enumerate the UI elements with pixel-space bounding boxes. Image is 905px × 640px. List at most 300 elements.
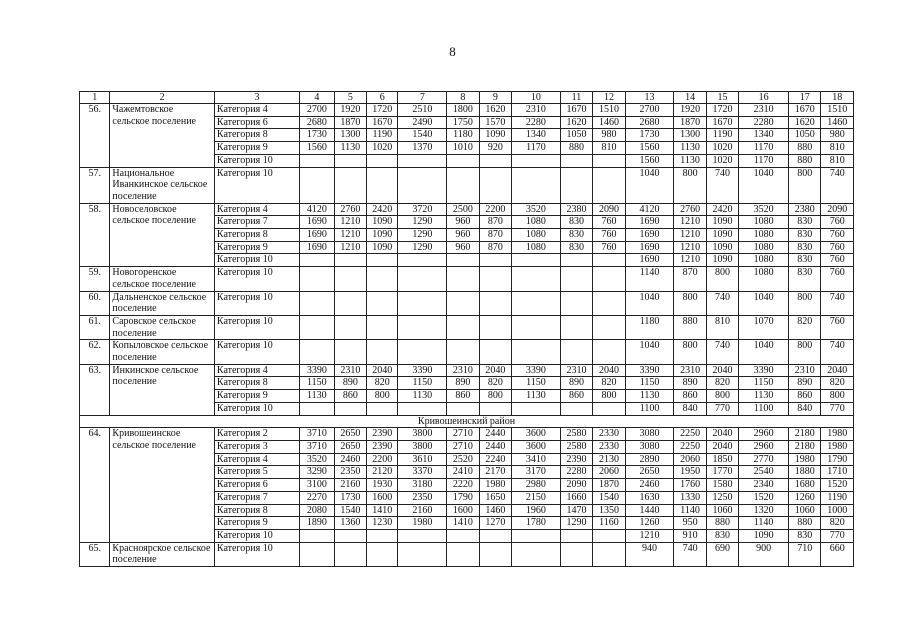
value-cell [398, 167, 447, 203]
column-header: 7 [398, 92, 447, 104]
value-cell: 3080 [625, 440, 674, 453]
value-cell: 800 [788, 167, 820, 203]
entry-number: 59. [80, 267, 110, 291]
value-cell: 2310 [560, 364, 592, 377]
value-cell: 1090 [367, 216, 398, 229]
value-cell [512, 291, 561, 315]
column-header: 15 [706, 92, 738, 104]
value-cell: 880 [788, 517, 820, 530]
value-cell [593, 315, 625, 339]
value-cell: 760 [821, 216, 854, 229]
value-cell: 740 [706, 167, 738, 203]
value-cell: 1980 [821, 440, 854, 453]
value-cell: 1690 [300, 216, 334, 229]
column-header: 3 [214, 92, 299, 104]
value-cell: 3390 [625, 364, 674, 377]
value-cell: 1290 [398, 229, 447, 242]
settlement-name: Кривошеинское сельское поселение [110, 428, 214, 542]
value-cell: 1040 [625, 291, 674, 315]
value-cell: 2520 [447, 453, 479, 466]
value-cell: 2040 [706, 428, 738, 441]
value-cell: 1130 [334, 142, 366, 155]
value-cell: 2080 [300, 504, 334, 517]
value-cell: 1130 [300, 390, 334, 403]
value-cell [479, 154, 511, 167]
value-cell: 860 [674, 390, 706, 403]
column-header: 10 [512, 92, 561, 104]
value-cell: 2060 [674, 453, 706, 466]
value-cell: 1620 [479, 104, 511, 117]
value-cell: 940 [625, 542, 674, 566]
value-cell: 1950 [674, 466, 706, 479]
value-cell: 2200 [479, 203, 511, 216]
value-cell: 1960 [512, 504, 561, 517]
category-cell: Категория 2 [214, 428, 299, 441]
value-cell: 830 [788, 229, 820, 242]
column-header: 12 [593, 92, 625, 104]
value-cell [300, 529, 334, 542]
value-cell: 760 [593, 216, 625, 229]
table-row [80, 364, 854, 377]
value-cell: 1660 [560, 491, 592, 504]
value-cell: 800 [706, 390, 738, 403]
value-cell: 1150 [512, 377, 561, 390]
value-cell: 800 [367, 390, 398, 403]
value-cell: 2240 [479, 453, 511, 466]
region-row [80, 415, 854, 428]
value-cell [479, 267, 511, 291]
value-cell: 1540 [593, 491, 625, 504]
value-cell: 2410 [447, 466, 479, 479]
value-cell: 2890 [625, 453, 674, 466]
settlement-name: Новогоренское сельское поселение [110, 267, 214, 291]
category-cell: Категория 9 [214, 142, 299, 155]
value-cell: 1010 [447, 142, 479, 155]
table-row [80, 267, 854, 291]
value-cell: 1230 [367, 517, 398, 530]
value-cell: 1130 [512, 390, 561, 403]
value-cell: 2980 [512, 479, 561, 492]
value-cell: 1360 [334, 517, 366, 530]
value-cell: 2500 [447, 203, 479, 216]
value-cell: 1090 [706, 229, 738, 242]
value-cell: 1520 [821, 479, 854, 492]
value-cell: 2090 [593, 203, 625, 216]
value-cell: 830 [788, 241, 820, 254]
value-cell: 1140 [739, 517, 789, 530]
value-cell: 2160 [334, 479, 366, 492]
value-cell: 1460 [821, 116, 854, 129]
value-cell: 1080 [512, 216, 561, 229]
entry-number: 62. [80, 340, 110, 364]
value-cell: 2490 [398, 116, 447, 129]
value-cell: 2700 [300, 104, 334, 117]
value-cell: 770 [821, 402, 854, 415]
value-cell: 810 [706, 315, 738, 339]
value-cell: 3410 [512, 453, 561, 466]
value-cell: 1080 [739, 241, 789, 254]
value-cell: 690 [706, 542, 738, 566]
value-cell: 2250 [674, 428, 706, 441]
table-row [80, 315, 854, 339]
column-header: 16 [739, 92, 789, 104]
value-cell: 1730 [300, 129, 334, 142]
value-cell: 2770 [739, 453, 789, 466]
value-cell: 1370 [398, 142, 447, 155]
value-cell: 1980 [479, 479, 511, 492]
value-cell: 1890 [300, 517, 334, 530]
value-cell: 1080 [512, 229, 561, 242]
entry-number: 65. [80, 542, 110, 566]
value-cell: 1130 [625, 390, 674, 403]
value-cell: 1600 [367, 491, 398, 504]
value-cell [593, 402, 625, 415]
value-cell: 1250 [706, 491, 738, 504]
value-cell: 2650 [334, 440, 366, 453]
value-cell: 1510 [821, 104, 854, 117]
value-cell: 3390 [739, 364, 789, 377]
value-cell [593, 167, 625, 203]
value-cell: 1040 [625, 340, 674, 364]
value-cell [560, 291, 592, 315]
value-cell: 2580 [560, 440, 592, 453]
entry-number: 60. [80, 291, 110, 315]
value-cell: 800 [706, 267, 738, 291]
value-cell: 1020 [706, 154, 738, 167]
value-cell: 1850 [706, 453, 738, 466]
column-header: 8 [447, 92, 479, 104]
value-cell: 3600 [512, 440, 561, 453]
value-cell: 2960 [739, 440, 789, 453]
value-cell: 1620 [788, 116, 820, 129]
value-cell [300, 340, 334, 364]
value-cell: 1560 [625, 154, 674, 167]
entry-number: 63. [80, 364, 110, 415]
value-cell: 1540 [334, 504, 366, 517]
value-cell [593, 529, 625, 542]
value-cell: 820 [593, 377, 625, 390]
value-cell: 1320 [739, 504, 789, 517]
category-cell: Категория 6 [214, 479, 299, 492]
table-body [80, 92, 854, 567]
value-cell: 800 [674, 340, 706, 364]
value-cell: 830 [788, 529, 820, 542]
entry-number: 57. [80, 167, 110, 203]
value-cell: 3170 [512, 466, 561, 479]
value-cell: 1410 [367, 504, 398, 517]
value-cell: 760 [593, 229, 625, 242]
table-row [80, 104, 854, 117]
region-title: Кривошеинский район [80, 415, 854, 428]
value-cell: 2310 [447, 364, 479, 377]
value-cell: 740 [821, 291, 854, 315]
value-cell: 2330 [593, 428, 625, 441]
value-cell: 960 [447, 229, 479, 242]
value-cell [447, 291, 479, 315]
value-cell: 1870 [674, 116, 706, 129]
value-cell: 2440 [479, 440, 511, 453]
value-cell: 2710 [447, 428, 479, 441]
value-cell: 870 [479, 241, 511, 254]
category-cell: Категория 8 [214, 129, 299, 142]
value-cell: 2310 [788, 364, 820, 377]
value-cell: 1670 [788, 104, 820, 117]
value-cell: 1040 [739, 167, 789, 203]
value-cell: 2280 [512, 116, 561, 129]
value-cell: 1130 [674, 142, 706, 155]
value-cell: 2460 [625, 479, 674, 492]
value-cell: 1670 [706, 116, 738, 129]
value-cell: 830 [560, 241, 592, 254]
value-cell: 830 [788, 216, 820, 229]
value-cell [367, 167, 398, 203]
value-cell: 1980 [788, 453, 820, 466]
value-cell: 1150 [300, 377, 334, 390]
value-cell: 2220 [447, 479, 479, 492]
value-cell: 2130 [593, 453, 625, 466]
value-cell: 3100 [300, 479, 334, 492]
value-cell [560, 529, 592, 542]
category-cell: Категория 4 [214, 364, 299, 377]
column-header: 1 [80, 92, 110, 104]
value-cell [334, 529, 366, 542]
value-cell: 2160 [398, 504, 447, 517]
value-cell: 1090 [367, 241, 398, 254]
value-cell: 950 [674, 517, 706, 530]
value-cell: 1080 [739, 267, 789, 291]
value-cell: 1410 [447, 517, 479, 530]
value-cell: 2650 [334, 428, 366, 441]
category-cell: Категория 4 [214, 453, 299, 466]
value-cell: 740 [821, 340, 854, 364]
value-cell: 3720 [398, 203, 447, 216]
value-cell: 1650 [479, 491, 511, 504]
value-cell: 710 [788, 542, 820, 566]
value-cell: 3600 [512, 428, 561, 441]
value-cell: 880 [560, 142, 592, 155]
value-cell: 1090 [706, 216, 738, 229]
value-cell: 1630 [625, 491, 674, 504]
settlement-name: Национальное Иванкинское сельское поселение [110, 167, 214, 203]
value-cell: 2280 [739, 116, 789, 129]
category-cell: Категория 10 [214, 402, 299, 415]
value-cell: 1580 [706, 479, 738, 492]
category-cell: Категория 7 [214, 491, 299, 504]
value-cell: 920 [479, 142, 511, 155]
value-cell: 800 [821, 390, 854, 403]
category-cell: Категория 8 [214, 229, 299, 242]
value-cell: 1210 [674, 254, 706, 267]
value-cell: 1040 [739, 340, 789, 364]
value-cell: 2040 [479, 364, 511, 377]
value-cell [367, 340, 398, 364]
value-cell: 1090 [706, 254, 738, 267]
value-cell: 1140 [625, 267, 674, 291]
value-cell [560, 254, 592, 267]
value-cell: 830 [560, 229, 592, 242]
value-cell: 890 [560, 377, 592, 390]
value-cell [300, 542, 334, 566]
value-cell: 2460 [334, 453, 366, 466]
value-cell: 2090 [560, 479, 592, 492]
value-cell: 1060 [788, 504, 820, 517]
category-cell: Категория 10 [214, 542, 299, 566]
category-cell: Категория 8 [214, 377, 299, 390]
value-cell [300, 315, 334, 339]
value-cell: 1180 [447, 129, 479, 142]
value-cell: 760 [821, 267, 854, 291]
value-cell [560, 154, 592, 167]
category-cell: Категория 4 [214, 104, 299, 117]
value-cell: 2390 [560, 453, 592, 466]
value-cell [334, 291, 366, 315]
value-cell: 1560 [300, 142, 334, 155]
category-cell: Категория 3 [214, 440, 299, 453]
value-cell: 1000 [821, 504, 854, 517]
value-cell: 1720 [367, 104, 398, 117]
settlement-name: Чажемтовское сельское поселение [110, 104, 214, 168]
value-cell: 890 [334, 377, 366, 390]
value-cell: 2040 [367, 364, 398, 377]
value-cell: 890 [674, 377, 706, 390]
value-cell: 1150 [739, 377, 789, 390]
value-cell: 1150 [625, 377, 674, 390]
value-cell [398, 254, 447, 267]
value-cell [512, 167, 561, 203]
value-cell: 1190 [367, 129, 398, 142]
value-cell: 2760 [334, 203, 366, 216]
value-cell: 1920 [674, 104, 706, 117]
value-cell: 1290 [398, 241, 447, 254]
value-cell [398, 402, 447, 415]
value-cell [398, 529, 447, 542]
value-cell: 1090 [706, 241, 738, 254]
entry-number: 64. [80, 428, 110, 542]
value-cell [334, 254, 366, 267]
value-cell: 1070 [739, 315, 789, 339]
table-row [80, 542, 854, 566]
value-cell: 1130 [398, 390, 447, 403]
value-cell [479, 254, 511, 267]
value-cell: 1790 [447, 491, 479, 504]
value-cell: 2180 [788, 440, 820, 453]
value-cell: 4120 [625, 203, 674, 216]
value-cell [479, 529, 511, 542]
value-cell [367, 542, 398, 566]
value-cell: 1710 [821, 466, 854, 479]
value-cell: 740 [674, 542, 706, 566]
value-cell: 2350 [398, 491, 447, 504]
value-cell [334, 542, 366, 566]
value-cell [367, 154, 398, 167]
value-cell: 2440 [479, 428, 511, 441]
value-cell: 1080 [739, 254, 789, 267]
value-cell: 1050 [560, 129, 592, 142]
value-cell: 760 [821, 315, 854, 339]
value-cell: 3800 [398, 440, 447, 453]
settlement-name: Копыловское сельское поселение [110, 340, 214, 364]
value-cell: 870 [479, 229, 511, 242]
value-cell: 870 [674, 267, 706, 291]
value-cell: 1150 [398, 377, 447, 390]
value-cell [447, 154, 479, 167]
value-cell: 910 [674, 529, 706, 542]
table-row [80, 291, 854, 315]
value-cell: 830 [788, 267, 820, 291]
value-cell: 810 [821, 142, 854, 155]
value-cell: 1020 [706, 142, 738, 155]
value-cell: 1270 [479, 517, 511, 530]
value-cell: 1540 [398, 129, 447, 142]
value-cell: 1210 [674, 241, 706, 254]
value-cell: 1690 [625, 254, 674, 267]
value-cell: 980 [821, 129, 854, 142]
value-cell: 2200 [367, 453, 398, 466]
value-cell [398, 291, 447, 315]
value-cell: 1690 [625, 229, 674, 242]
category-cell: Категория 10 [214, 267, 299, 291]
value-cell: 1560 [625, 142, 674, 155]
value-cell [512, 315, 561, 339]
value-cell: 1570 [479, 116, 511, 129]
value-cell [593, 340, 625, 364]
value-cell [334, 154, 366, 167]
value-cell [479, 340, 511, 364]
table-row [80, 167, 854, 203]
value-cell: 3520 [739, 203, 789, 216]
value-cell: 1680 [788, 479, 820, 492]
value-cell: 800 [788, 340, 820, 364]
value-cell: 1350 [593, 504, 625, 517]
value-cell: 2250 [674, 440, 706, 453]
value-cell [334, 267, 366, 291]
value-cell [447, 315, 479, 339]
value-cell: 1210 [334, 241, 366, 254]
value-cell: 820 [367, 377, 398, 390]
value-cell [367, 254, 398, 267]
value-cell: 960 [447, 241, 479, 254]
tariff-table [79, 91, 854, 567]
value-cell [512, 340, 561, 364]
value-cell: 800 [593, 390, 625, 403]
value-cell: 1870 [334, 116, 366, 129]
value-cell: 820 [479, 377, 511, 390]
value-cell: 890 [788, 377, 820, 390]
value-cell [300, 254, 334, 267]
value-cell: 2350 [334, 466, 366, 479]
value-cell [560, 340, 592, 364]
value-cell: 3710 [300, 440, 334, 453]
value-cell: 830 [560, 216, 592, 229]
value-cell: 860 [447, 390, 479, 403]
value-cell: 1190 [706, 129, 738, 142]
value-cell: 1780 [512, 517, 561, 530]
value-cell [512, 154, 561, 167]
value-cell: 1060 [706, 504, 738, 517]
column-header: 9 [479, 92, 511, 104]
value-cell: 1880 [788, 466, 820, 479]
table-row [80, 340, 854, 364]
value-cell: 820 [706, 377, 738, 390]
category-cell: Категория 7 [214, 216, 299, 229]
value-cell: 2040 [593, 364, 625, 377]
value-cell [447, 529, 479, 542]
value-cell: 3390 [300, 364, 334, 377]
value-cell: 4120 [300, 203, 334, 216]
value-cell: 2060 [593, 466, 625, 479]
value-cell: 1790 [821, 453, 854, 466]
value-cell: 1750 [447, 116, 479, 129]
